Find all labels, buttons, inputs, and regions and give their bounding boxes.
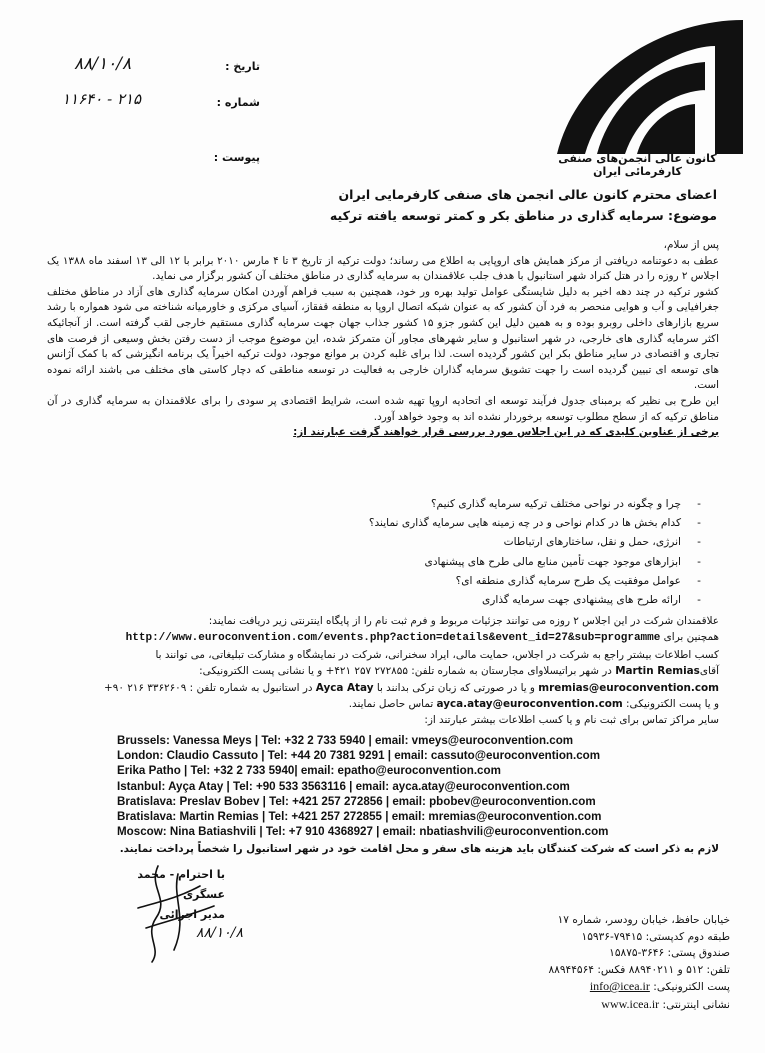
organization-name: کانون عالی انجمن‌های صنفی کارفرمائی ایران bbox=[558, 152, 717, 178]
ayca-prefix: و یا در صورتی که زبان ترکی بدانند با bbox=[376, 681, 535, 694]
contact-suffix: تماس حاصل نمایند. bbox=[348, 698, 434, 711]
email-label: پست الکترونیکی: bbox=[653, 981, 730, 993]
list-item: - چرا و چگونه در نواحی مختلف ترکیه سرمایه گذاری کنیم؟ bbox=[125, 495, 705, 514]
address-line: خیابان حافظ، خیابان رودسر، شماره ۱۷ bbox=[557, 914, 730, 926]
recipients-line: اعضای محترم کانون عالی انجمن های صنفی کارفرمایی ایران bbox=[338, 187, 717, 202]
email-prefix: و یا پست الکترونیکی: bbox=[626, 698, 719, 711]
number-value: ۲۱۵ - ۱۱۶۴۰ bbox=[62, 90, 142, 108]
attachment-label: پیوست : bbox=[213, 151, 260, 164]
web-label: نشانی اینترنتی: bbox=[662, 998, 730, 1011]
registration-url-line bbox=[47, 629, 719, 646]
registration-line-1: علاقمندان شرکت در این اجلاس ۲ روزه می توانند جزئیات مربوط و فرم ثبت نام را از پایگاه اینترنتی زیر دریافت نمایند: bbox=[208, 615, 719, 627]
handwritten-date: ۸۸/۱۰/۸ bbox=[196, 925, 244, 941]
list-item: - انرژی، حمل و نقل، ساختارهای ارتباطات bbox=[125, 533, 705, 552]
martin-details: در شهر براتیسلاوای مجارستان به شماره تلفن: ۲۷۲۸۵۵ ۲۵۷ ۴۲۱+ و یا نشانی پست الکترونیکی: bbox=[199, 665, 612, 678]
date-row bbox=[60, 54, 260, 74]
list-item: - ارائه طرح های پیشنهادی جهت سرمایه گذاری bbox=[125, 591, 705, 610]
registration-line-5 bbox=[47, 696, 719, 712]
signatory-title: مدیر اجرائی bbox=[159, 908, 225, 921]
list-item: - عوامل موفقیت یک طرح سرمایه گذاری منطقه ای؟ bbox=[125, 572, 705, 591]
payment-note: لازم به ذکر است که شرکت کنندگان باید هزینه های سفر و محل اقامت خود در شهر استانبول را شخصاً پرداخت نمایند. bbox=[119, 843, 719, 855]
address-line: طبقه دوم کدپستی: ۷۹۴۱۵-۱۵۹۳۶ bbox=[581, 930, 730, 943]
topics-list bbox=[125, 495, 705, 610]
body-text bbox=[47, 238, 719, 441]
number-row bbox=[60, 90, 260, 109]
registration-line-3 bbox=[47, 663, 719, 679]
web-row bbox=[530, 996, 730, 1014]
organization-logo-icon bbox=[545, 16, 745, 166]
date-label: تاریخ : bbox=[225, 60, 260, 73]
registration-line-2: کسب اطلاعات بیشتر راجع به شرکت در اجلاس، حمایت مالی، ایراد سخنرانی، شرکت در نمایشگاه و مشارکت تبلیغاتی، می توانند با bbox=[155, 648, 719, 661]
paragraph-2: کشور ترکیه در چند دهه اخیر به دلیل شایستگی عوامل تولید بهره ور خود، همچنین به سبب فراهم آوردن امکان سرمایه گذاری های آزاد در مناطق مختلف جغرافیایی و آب و هوایی منحصر به فرد آن کشور که به عنوان شبکه اتصال اروپا به منطقه قفقاز، آسیای مرکزی و خاورمیانه شناخته می شود همواره با رشد سریع بازارهای داخلی روبرو بوده و به همین دلیل این کشور جزو ۱۵ کشور جذاب جهان جهت سرمایه گذاری مستقیم خارجی لقب گرفته است. از آنجائیکه اکثر سرمایه گذاری های خارجی، در شهر استانبول و سایر شهرهای مجاور آن متمرکز شده، این موضوع موجب از دست رفتن بخش وسیعی از فرصت های تجاری و اقتصادی در سایر مناطق بکر این کشور گردیده است. لذا برای غلبه کردن بر موانع موجود، دولت ترکیه اخیراً یک برنامه انگیزشی که با کمک آژانس های توسعه ای تبیین گردیده است را جهت تشویق سرمایه گذاران خارجی به فعالیت در توسعه مناطقی که دچار کاستی های مختلف می باشند ارائه نموده است. bbox=[47, 285, 719, 392]
contact-row: Bratislava: Martin Remias | Tel: +421 257 272855 | email: mremias@euroconvention.com bbox=[117, 810, 602, 824]
address-line: تلفن: ۵۱۲ و ۸۸۹۴۰۲۱۱ فکس: ۸۸۹۴۴۵۶۴ bbox=[548, 963, 730, 976]
paragraph-1: عطف به دعوتنامه دریافتی از مرکز همایش های اروپایی به اطلاع می رساند؛ دولت ترکیه از تاریخ ۳ تا ۴ مارس ۲۰۱۰ برابر با ۱۲ الی ۱۳ اسفند ماه ۱۳۸۸ یک اجلاس ۲ روزه را در هتل کنراد شهر استانبول با هدف جلب علاقمندان به سرمایه گذاری در مناطق مختلف آن کشور برگزار می نماید. bbox=[47, 254, 719, 283]
contact-row: Bratislava: Preslav Bobev | Tel: +421 257 272856 | email: pbobev@euroconvention.com bbox=[117, 794, 596, 808]
paragraph-3: این طرح بی نظیر که برمبنای جدول فرآیند توسعه ای اتحادیه اروپا تهیه شده است، شرایط اقتصادی پر سودی را برای علاقمندان به سرمایه گذاری در آن مناطق ترکیه که از سطح مطلوب توسعه برخوردار نشده اند به وجود خواهد آورد. bbox=[47, 394, 719, 423]
ayca-details: در استانبول به شماره تلفن : ۳۳۶۲۶۰۹ ۲۱۶ ۹۰+ bbox=[104, 681, 313, 694]
subject-block bbox=[117, 184, 717, 226]
address-line: صندوق پستی: ۳۶۴۶-۱۵۸۷۵ bbox=[609, 947, 730, 959]
date-value: ۸۸/۱۰/۸ bbox=[74, 54, 132, 74]
registration-url-link[interactable]: http://www.euroconvention.com/events.php?action=details&event_id=27&sub=programme bbox=[125, 632, 661, 645]
email-row bbox=[530, 978, 730, 996]
closing-block bbox=[105, 865, 225, 925]
contact-row: Moscow: Nina Batiashvili | Tel: +7 910 4368927 | email: nbatiashvili@euroconvention.com bbox=[117, 825, 609, 839]
contacts-list bbox=[117, 733, 657, 839]
address-block bbox=[530, 912, 730, 1013]
ayca-name: Ayca Atay bbox=[315, 681, 374, 694]
other-centers-line: سایر مراکز تماس برای ثبت نام و یا کسب اطلاعات بیشتر عبارتند از: bbox=[424, 714, 719, 727]
number-label: شماره : bbox=[216, 96, 260, 109]
ayca-email-link[interactable]: ayca.atay@euroconvention.com bbox=[436, 698, 623, 711]
list-item: - ابزارهای موجود جهت تأمین منابع مالی طرح های پیشنهادی bbox=[125, 553, 705, 572]
contact-row: London: Claudio Cassuto | Tel: +44 20 7381 9291 | email: cassuto@euroconvention.com bbox=[117, 749, 601, 763]
registration-url-suffix: همچنین برای bbox=[663, 631, 719, 644]
regards-line: با احترام - محمد عسگری bbox=[137, 868, 225, 901]
contact-row: Brussels: Vanessa Meys | Tel: +32 2 733 5940 | email: vmeys@euroconvention.com bbox=[117, 734, 574, 747]
registration-block bbox=[47, 613, 719, 729]
contact-row: Istanbul: Ayça Atay | Tel: +90 533 3563116 | email: ayca.atay@euroconvention.com bbox=[117, 779, 570, 793]
contact-row: Erika Patho | Tel: +32 2 733 5940| email: epatho@euroconvention.com bbox=[117, 764, 501, 778]
org-email-link[interactable]: info@icea.ir bbox=[589, 979, 650, 993]
topics-intro: برخی از عناوین کلیدی که در این اجلاس مورد بررسی قرار خواهند گرفت عبارتند از: bbox=[293, 426, 719, 439]
subject-line: موضوع: سرمایه گذاری در مناطق بکر و کمتر توسعه یافته ترکیه bbox=[329, 208, 717, 223]
martin-email-link[interactable]: mremias@euroconvention.com bbox=[538, 681, 719, 694]
org-website-link[interactable]: www.icea.ir bbox=[601, 996, 660, 1011]
list-item: - کدام بخش ها در کدام نواحی و در چه زمینه هایی سرمایه گذاری نمایند؟ bbox=[125, 514, 705, 533]
mr-prefix: آقای bbox=[699, 665, 719, 678]
greeting: پس از سلام، bbox=[663, 239, 719, 251]
attachment-row bbox=[60, 151, 260, 164]
martin-name: Martin Remias bbox=[615, 665, 700, 678]
registration-line-4 bbox=[47, 680, 719, 696]
